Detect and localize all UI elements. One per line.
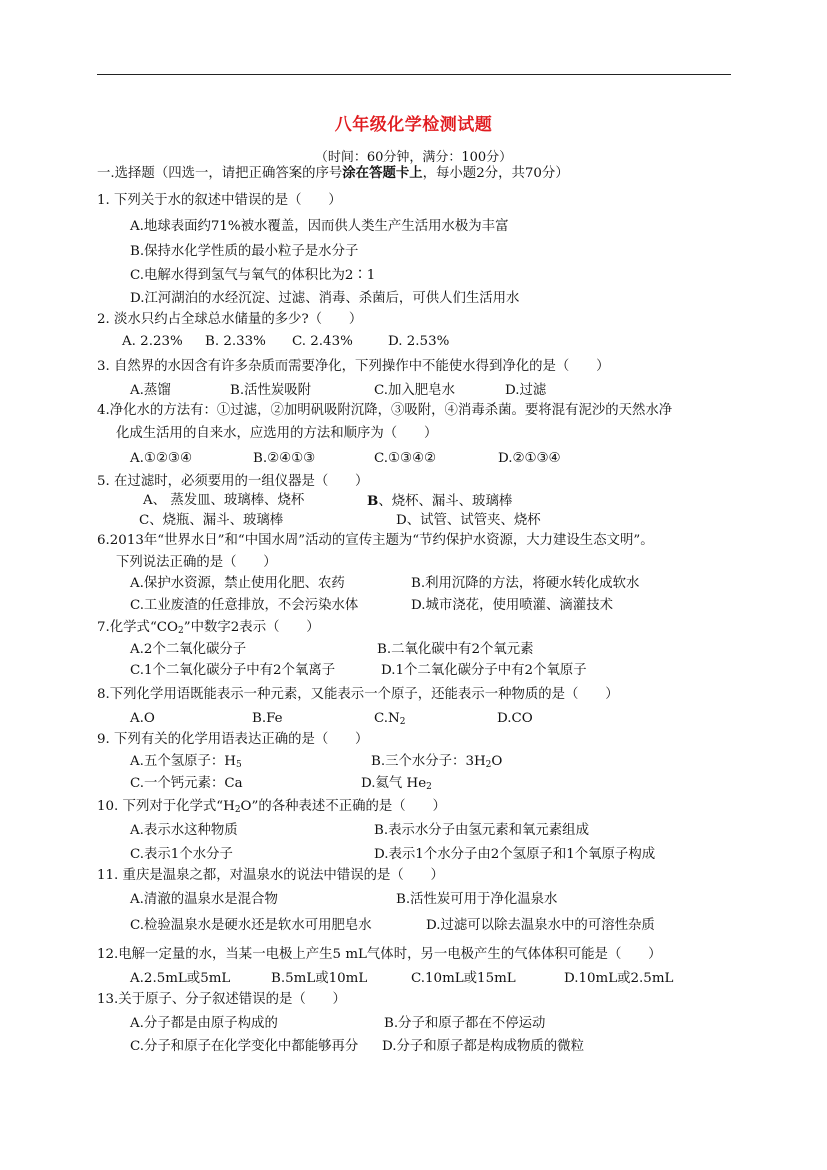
question-11-option-a[interactable]: A.清澈的温泉水是混合物: [130, 892, 278, 907]
question-8-option-d[interactable]: D.CO: [497, 711, 533, 726]
question-1-option-a[interactable]: A.地球表面约71%被水覆盖，因而供人类生产生活用水极为丰富: [130, 219, 509, 234]
question-5-option-d[interactable]: D、试管、试管夹、烧杯: [396, 513, 541, 528]
exam-subtitle: （时间：60分钟，满分：100分）: [314, 150, 513, 165]
question-1-option-b[interactable]: B.保持水化学性质的最小粒子是水分子: [130, 244, 359, 259]
question-9-option-a[interactable]: A.五个氢原子：$H_5$: [130, 754, 242, 770]
question-9-option-b[interactable]: B.三个水分子：$3H_2O$: [371, 754, 503, 770]
question-8-option-c[interactable]: $C.N_2$: [374, 711, 406, 727]
question-8-option-a[interactable]: A.O: [130, 711, 155, 726]
question-7-option-a[interactable]: A.2个二氧化碳分子: [130, 642, 247, 657]
question-2-stem: 2. 淡水只约占全球总水储量的多少?（ ）: [97, 312, 363, 327]
question-12-option-a[interactable]: A.2.5mL或5mL: [130, 971, 231, 986]
question-12-stem: 12.电解一定量的水，当某一电极上产生5 mL气体时，另一电极产生的气体体积可能是（ ）: [97, 947, 662, 962]
question-7-option-d[interactable]: D.1个二氧化碳分子中有2个氧原子: [381, 663, 587, 678]
question-6-stem-line2: 下列说法正确的是（ ）: [116, 555, 277, 570]
question-5-option-a[interactable]: A、 蒸发皿、玻璃棒、烧杯: [143, 493, 305, 508]
question-11-option-d[interactable]: D.过滤可以除去温泉水中的可溶性杂质: [426, 918, 655, 933]
question-5-option-b[interactable]: B、烧杯、漏斗、玻璃棒: [367, 493, 513, 509]
question-10-option-a[interactable]: A.表示水这种物质: [130, 823, 238, 838]
question-1-stem: 1. 下列关于水的叙述中错误的是（ ）: [97, 193, 342, 208]
question-6-stem-line1: 6.2013年“世界水日”和“中国水周”活动的宣传主题为“节约保护水资源，大力建设生态文明”。: [97, 533, 654, 548]
question-12-option-b[interactable]: B.5mL或10mL: [271, 971, 368, 986]
question-1-option-d[interactable]: D.江河湖泊的水经沉淀、过滤、消毒、杀菌后，可供人们生活用水: [130, 291, 520, 306]
question-13-option-c[interactable]: C.分子和原子在化学变化中都能够再分: [130, 1039, 359, 1054]
question-3-option-a[interactable]: A.蒸馏: [130, 383, 171, 398]
question-1-option-c[interactable]: C.电解水得到氢气与氧气的体积比为2∶1: [130, 268, 376, 283]
question-12-option-c[interactable]: C.10mL或15mL: [411, 971, 516, 986]
question-5-stem: 5. 在过滤时，必须要用的一组仪器是（ ）: [97, 474, 369, 489]
question-3-option-b[interactable]: B.活性炭吸附: [230, 383, 312, 398]
question-13-stem: 13.关于原子、分子叙述错误的是（ ）: [97, 992, 346, 1007]
question-10-option-c[interactable]: C.表示1个水分子: [130, 847, 233, 862]
question-4-option-c[interactable]: C.①③④②: [374, 451, 437, 466]
question-10-option-b[interactable]: B.表示水分子由氢元素和氧元素组成: [374, 823, 589, 838]
section-heading: 一.选择题（四选一，请把正确答案的序号涂在答题卡上，每小题2分，共70分）: [97, 165, 569, 181]
question-10-stem: 10. 下列对于化学式“$H_2O$”的各种表述不正确的是（ ）: [97, 799, 446, 815]
question-8-stem: 8.下列化学用语既能表示一种元素，又能表示一个原子，还能表示一种物质的是（ ）: [97, 687, 619, 702]
question-2-option-b[interactable]: B. 2.33%: [205, 334, 266, 349]
question-6-option-b[interactable]: B.利用沉降的方法，将硬水转化成软水: [411, 576, 640, 591]
question-6-option-c[interactable]: C.工业废渣的任意排放，不会污染水体: [130, 598, 359, 613]
question-6-option-a[interactable]: A.保护水资源，禁止使用化肥、农药: [130, 576, 345, 591]
question-9-option-c[interactable]: C.一个钙元素：Ca: [130, 776, 243, 791]
question-7-stem: 7.化学式“$CO_2$”中数字2表示（ ）: [97, 620, 320, 636]
exam-title: 八年级化学检测试题: [334, 115, 493, 135]
question-11-option-c[interactable]: C.检验温泉水是硬水还是软水可用肥皂水: [130, 918, 372, 933]
question-13-option-b[interactable]: B.分子和原子都在不停运动: [384, 1016, 546, 1031]
question-12-option-d[interactable]: D.10mL或2.5mL: [564, 971, 674, 986]
question-9-stem: 9. 下列有关的化学用语表达正确的是（ ）: [97, 732, 369, 747]
question-9-option-d[interactable]: D.氦气 $He_2$: [361, 776, 432, 792]
question-4-option-a[interactable]: A.①②③④: [130, 451, 192, 466]
question-10-option-d[interactable]: D.表示1个水分子由2个氢原子和1个氧原子构成: [374, 847, 656, 862]
question-2-option-a[interactable]: A. 2.23%: [122, 334, 183, 349]
question-2-option-c[interactable]: C. 2.43%: [292, 334, 353, 349]
question-7-option-c[interactable]: C.1个二氧化碳分子中有2个氧离子: [130, 663, 336, 678]
question-4-stem-line2: 化成生活用的自来水，应选用的方法和顺序为（ ）: [116, 426, 438, 441]
section-emphasis: 涂在答题卡上: [342, 165, 423, 181]
question-11-option-b[interactable]: B.活性炭可用于净化温泉水: [396, 892, 558, 907]
question-13-option-d[interactable]: D.分子和原子都是构成物质的微粒: [382, 1039, 584, 1054]
question-6-option-d[interactable]: D.城市浇花，使用喷灌、滴灌技术: [411, 598, 613, 613]
question-3-option-d[interactable]: D.过滤: [505, 383, 547, 398]
question-11-stem: 11. 重庆是温泉之都，对温泉水的说法中错误的是（ ）: [97, 868, 444, 883]
question-4-option-d[interactable]: D.②①③④: [498, 451, 561, 466]
question-8-option-b[interactable]: B.Fe: [252, 711, 283, 726]
question-4-option-b[interactable]: B.②④①③: [253, 451, 316, 466]
question-4-stem-line1: 4.净化水的方法有：①过滤，②加明矾吸附沉降，③吸附，④消毒杀菌。要将混有泥沙的天然水净: [97, 403, 673, 418]
question-13-option-a[interactable]: A.分子都是由原子构成的: [130, 1016, 278, 1031]
question-7-option-b[interactable]: B.二氧化碳中有2个氧元素: [377, 642, 534, 657]
question-3-option-c[interactable]: C.加入肥皂水: [374, 383, 455, 398]
question-3-stem: 3. 自然界的水因含有许多杂质而需要净化，下列操作中不能使水得到净化的是（ ）: [97, 359, 610, 374]
question-5-option-c[interactable]: C、烧瓶、漏斗、玻璃棒: [139, 513, 284, 528]
question-2-option-d[interactable]: D. 2.53%: [388, 334, 450, 349]
header-rule: [97, 74, 731, 75]
